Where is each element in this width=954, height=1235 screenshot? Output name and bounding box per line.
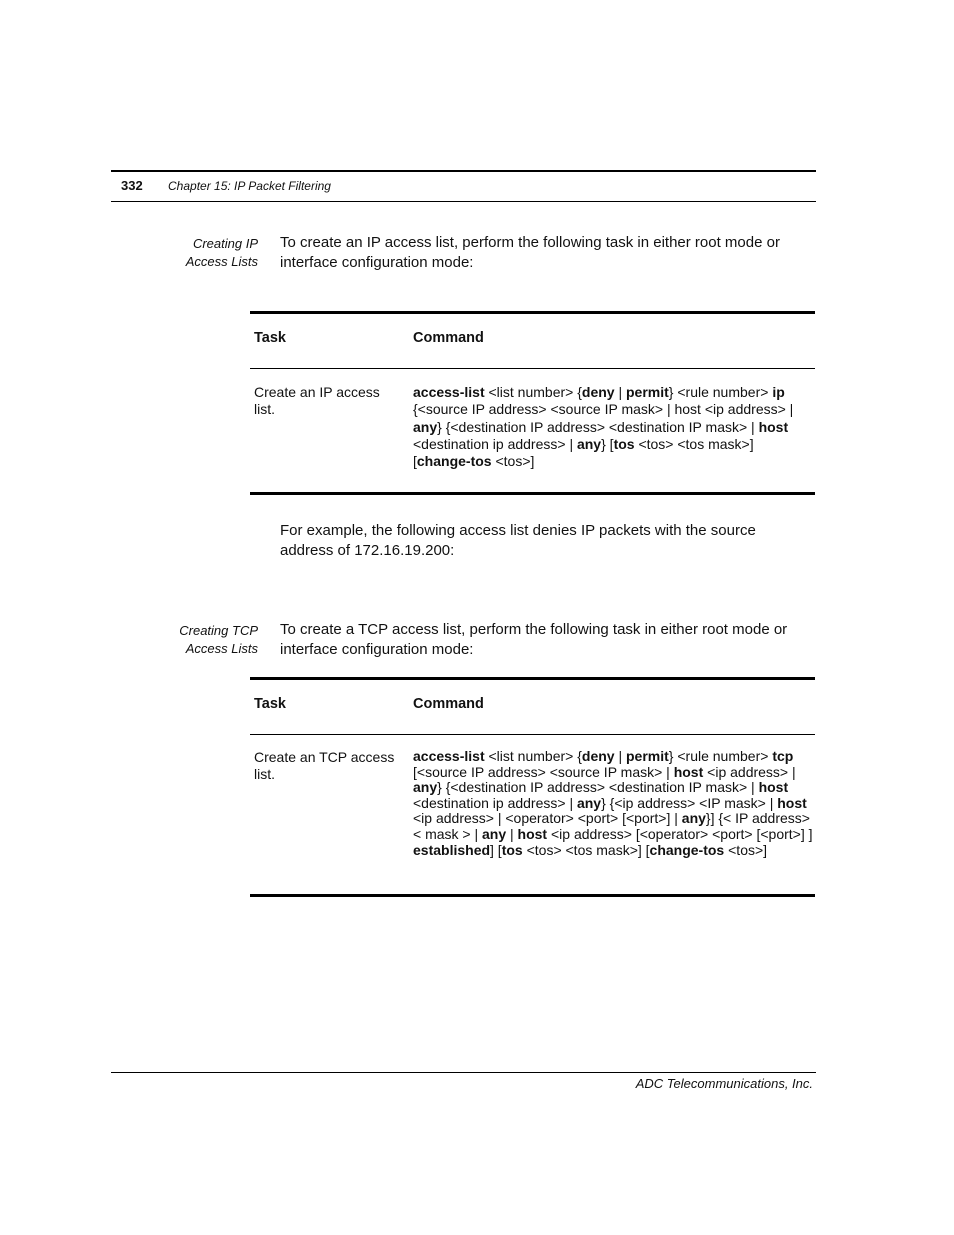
command-text: <tos>] [491,453,535,470]
command-text: } {<destination IP address> <destination IP mask> | [437,779,759,796]
command-keyword: access-list [413,384,485,400]
ip-table-top-rule [250,311,815,314]
command-keyword: host [758,779,789,796]
section-label-line: Creating IP [192,236,258,251]
command-text: } <rule number> [668,748,773,764]
tcp-table-top-rule [250,677,815,680]
footer-company: ADC Telecommunications, Inc. [635,1076,813,1091]
command-text: | [614,748,626,764]
command-text: } {<ip address> <IP mask> | [601,794,778,811]
ip-table-header-rule [250,368,815,369]
command-text: } <rule number> [668,384,773,400]
tcp-table-header-rule [250,734,815,735]
command-keyword: change-tos [649,841,725,858]
command-text: | [614,384,626,400]
command-keyword: permit [626,384,669,400]
command-keyword: tcp [772,748,794,764]
command-keyword: established [413,841,491,858]
command-text: <tos>] [724,841,768,858]
command-text: } [ [601,435,614,452]
tcp-table-bottom-rule [250,894,815,897]
tcp-table-header-task: Task [254,696,286,712]
command-text: <tos> <tos mask>] [ [413,435,754,470]
command-text: {<source IP address> <source IP mask> | host <ip address> | [413,401,794,418]
command-keyword: change-tos [416,453,492,470]
header-top-rule [111,170,816,172]
ip-table-command-cell [413,384,813,470]
command-text: <ip address> | [703,763,796,780]
ip-example-text: For example, the following access list denies IP packets with the source address of 172.16.19.200: [280,522,756,559]
section-label-tcp [179,622,258,658]
command-keyword: host [758,418,789,435]
command-keyword: any [576,794,602,811]
command-text: <list number> { [484,384,582,400]
command-keyword: any [576,435,602,452]
command-text: <list number> { [484,748,582,764]
command-text: ] [ [490,841,502,858]
section-label-line: Creating TCP [179,623,258,638]
command-text: | [506,825,518,842]
command-text: <destination ip address> | [413,435,577,452]
ip-table-bottom-rule [250,492,815,495]
ip-table-header-command: Command [413,330,484,346]
command-keyword: host [777,794,807,811]
command-keyword: ip [772,384,785,400]
command-keyword: any [482,825,507,842]
command-keyword: access-list [413,748,485,764]
ip-table-header-task: Task [254,330,286,346]
tcp-table-command-cell [413,749,813,858]
command-keyword: tos [501,841,523,858]
section-label-ip [186,235,258,271]
page-number: 332 [121,178,143,193]
ip-intro-text: To create an IP access list, perform the following task in either root mode or interface configuration mode: [280,234,780,271]
header-bottom-rule [111,201,816,202]
footer-rule [111,1072,816,1073]
section-label-line: Access Lists [185,641,258,656]
command-keyword: host [673,763,704,780]
ip-table-task-cell: Create an IP access list. [254,384,380,417]
command-keyword: deny [581,384,615,400]
command-text: <destination ip address> | [413,794,577,811]
command-keyword: any [681,810,706,827]
command-text: <tos> <tos mask>] [ [522,841,650,858]
tcp-intro-text: To create a TCP access list, perform the following task in either root mode or interface configuration mode: [280,621,788,658]
command-text: <ip address> | <operator> <port> [<port>] | [413,810,682,827]
tcp-table-task-cell: Create an TCP access list. [254,749,395,782]
command-text: [<source IP address> <source IP mask> | [413,763,674,780]
command-text: <ip address> [<operator> <port> [<port>] ] [547,825,813,842]
command-keyword: any [413,418,438,435]
command-keyword: deny [581,748,615,764]
section-label-line: Access Lists [185,254,258,269]
command-keyword: permit [626,748,669,764]
command-text: }] {< IP address> < mask > | [413,810,810,842]
command-text: } {<destination IP address> <destination IP mask> | [437,418,759,435]
chapter-title: Chapter 15: IP Packet Filtering [168,179,331,193]
tcp-table-header-command: Command [413,696,484,712]
command-keyword: any [413,779,438,796]
command-keyword: tos [613,435,635,452]
command-keyword: host [517,825,548,842]
